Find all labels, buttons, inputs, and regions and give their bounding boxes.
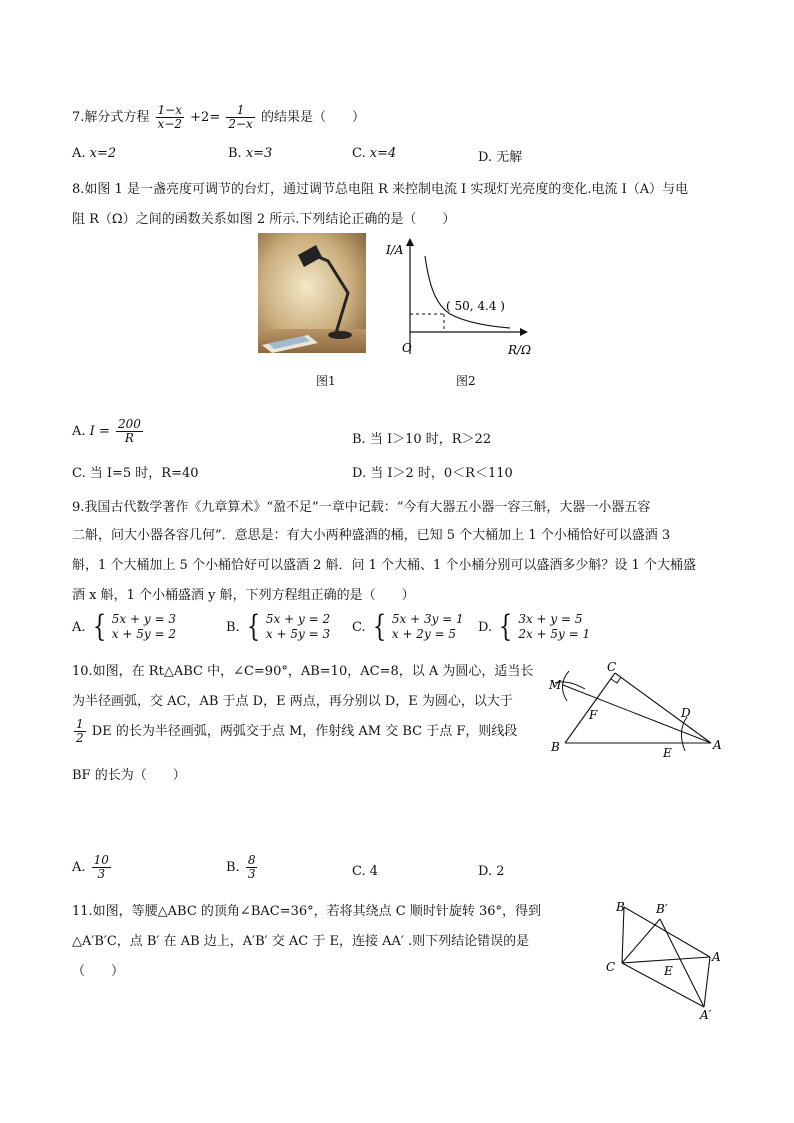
q10-option-a[interactable]	[72, 854, 113, 881]
option-text: x=3	[245, 146, 273, 161]
q10-line3-text: DE 的长为半径画弧，两弧交于点 M，作射线 AM 交 BC 于点 F，则线段	[91, 724, 518, 739]
q7-frac1-num: 1−x	[157, 103, 183, 117]
label-b: B	[551, 740, 560, 754]
figure2-caption: 图2	[456, 374, 476, 388]
y-axis-label: I/A	[386, 243, 404, 257]
option-label: A.	[72, 860, 86, 875]
q9-option-d[interactable]: D. { 3x + y = 5 2x + 5y = 1	[478, 609, 591, 644]
q7-frac1-den: x−2	[157, 117, 183, 131]
frac-den: R	[124, 431, 134, 445]
q10-option-b[interactable]	[226, 854, 259, 881]
x-axis-label: R/Ω	[508, 343, 532, 357]
equation-2: x + 2y = 5	[391, 627, 457, 641]
option-label: C.	[352, 864, 366, 879]
q7-fraction-1	[156, 104, 184, 131]
q8-stem-line1: 8.如图 1 是一盏亮度可调节的台灯，通过调节总电阻 R 来控制电流 I 实现灯光亮度的变化.电流 I（A）与电	[72, 182, 689, 197]
segment-ca	[615, 673, 711, 743]
segment-aa2	[704, 957, 710, 1007]
equation-2: x + 5y = 2	[111, 627, 176, 641]
option-label: A.	[72, 146, 86, 161]
label-b-prime: B′	[656, 902, 668, 916]
option-label: B.	[226, 619, 240, 635]
q8-option-b[interactable]: B. 当 I＞10 时，R＞22	[352, 432, 492, 447]
label-c: C	[607, 660, 617, 674]
frac-num: 1	[76, 717, 84, 731]
label-e: E	[663, 746, 672, 760]
segment-cb2	[622, 919, 660, 963]
q9-stem-line3: 斛，1 个大桶加上 5 个小桶恰好可以盛酒 2 斛．问 1 个大桶、1 个小桶分别可以盛酒多少斛？设 1 个大桶盛	[72, 558, 696, 573]
inverse-curve	[425, 256, 510, 328]
option-label: C.	[352, 619, 366, 635]
segment-ca	[622, 957, 710, 963]
q10-stem-line2: 为半径画弧，交 AC，AB 于点 D，E 两点，再分别以 D，E 为圆心，以大于	[72, 694, 513, 709]
option-text: 无解	[496, 150, 523, 165]
q11-stem-line1: 11.如图，等腰△ABC 的顶角∠BAC=36°，若将其绕点 C 顺时针旋转 36°，得到	[72, 904, 542, 919]
q9-stem-line1: 9.我国古代数学著作《九章算术》“盈不足”一章中记载：“今有大器五小器一容三斛，大器一小器五容	[72, 500, 651, 515]
q9-stem-line4: 酒 x 斛，1 个小桶盛酒 y 斛，下列方程组正确的是（ ）	[72, 588, 415, 603]
lamp-photo	[258, 233, 366, 353]
option-label: C.	[352, 146, 366, 161]
q10-stem-line3	[72, 718, 517, 745]
option-lhs: I =	[89, 424, 110, 439]
label-a-prime: A′	[700, 1008, 712, 1020]
equation-2: 2x + 5y = 1	[518, 627, 591, 641]
q10-option-b-fraction	[246, 854, 258, 881]
frac-num: 10	[93, 853, 109, 867]
segment-ca2	[622, 963, 704, 1007]
q8-option-c[interactable]: C. 当 I=5 时，R=40	[72, 466, 199, 481]
segment-bc	[622, 907, 624, 963]
point-label: ( 50, 4.4 )	[446, 299, 505, 313]
frac-den: 2	[76, 731, 84, 745]
q7-frac2-num: 1	[226, 104, 254, 118]
option-label: D.	[478, 864, 493, 879]
label-m: M	[549, 678, 562, 692]
q10-option-a-fraction	[92, 854, 111, 881]
q10-triangle-figure	[545, 655, 730, 765]
q7-stem	[72, 104, 365, 131]
q7-mid: +2=	[190, 110, 221, 125]
frac-den: 3	[247, 867, 256, 881]
q8-option-a[interactable]	[72, 418, 145, 445]
option-label: B.	[226, 860, 240, 875]
frac-num: 200	[117, 417, 141, 431]
q7-option-a[interactable]	[72, 146, 116, 161]
option-label: A.	[72, 424, 86, 439]
option-text: 4	[369, 864, 379, 879]
current-resistance-graph	[380, 232, 540, 360]
q7-fraction-2	[226, 104, 254, 131]
segment-a2b2	[660, 919, 704, 1007]
equation-1: 3x + y = 5	[518, 612, 583, 626]
q8-option-a-fraction	[116, 418, 143, 445]
q10-option-d[interactable]	[478, 864, 505, 879]
q9-option-c[interactable]: C. { 5x + 3y = 1 x + 2y = 5	[352, 609, 464, 644]
q8-stem-line2: 阻 R（Ω）之间的函数关系如图 2 所示.下列结论正确的是（ ）	[72, 212, 456, 227]
option-label: A.	[72, 619, 86, 635]
q10-stem-line1: 10.如图，在 Rt△ABC 中，∠C=90°，AB=10，AC=8，以 A 为圆心，适当长	[72, 664, 534, 679]
label-a: A	[713, 738, 722, 752]
label-c: C	[606, 960, 616, 974]
option-label: B.	[228, 146, 242, 161]
equation-1: 5x + y = 3	[111, 612, 176, 626]
option-label: D.	[478, 619, 493, 635]
q10-stem-line4: BF 的长为（ ）	[72, 768, 186, 783]
equation-2: x + 5y = 3	[265, 627, 331, 641]
q10-half-fraction	[74, 718, 86, 745]
q7-option-d[interactable]	[478, 146, 522, 165]
label-e: E	[664, 964, 673, 978]
label-f: F	[589, 708, 598, 722]
option-text: x=4	[369, 146, 397, 161]
q7-option-c[interactable]	[352, 146, 396, 161]
q9-option-a[interactable]: A. { 5x + y = 3 x + 5y = 2	[72, 609, 176, 644]
option-text: x=2	[89, 146, 117, 161]
equation-1: 5x + 3y = 1	[391, 612, 464, 626]
q11-stem-line3: （ ）	[72, 964, 125, 979]
q11-stem-line2: △A′B′C，点 B′ 在 AB 边上，A′B′ 交 AC 于 E，连接 AA′ .则下列结论错误的是	[72, 934, 530, 949]
label-a: A	[712, 950, 721, 964]
figure1-caption: 图1	[316, 374, 336, 388]
x-axis-arrow	[520, 328, 528, 336]
q9-option-b[interactable]: B. { 5x + y = 2 x + 5y = 3	[226, 609, 331, 644]
q11-rotation-figure	[600, 895, 730, 1020]
label-b: B	[616, 900, 625, 914]
q7-frac2-den: 2−x	[228, 117, 253, 131]
origin-label: O	[402, 341, 412, 355]
label-d: D	[681, 706, 691, 720]
frac-num: 8	[247, 853, 256, 867]
q8-option-d[interactable]: D. 当 I＞2 时，0＜R＜110	[352, 466, 513, 481]
y-axis-arrow	[406, 238, 414, 246]
option-label: D.	[478, 150, 493, 165]
q10-option-c[interactable]	[352, 864, 378, 879]
q7-prefix: 7.解分式方程	[72, 110, 150, 125]
equation-1: 5x + y = 2	[265, 612, 331, 626]
frac-den: 3	[97, 867, 106, 881]
option-text: 2	[496, 864, 505, 879]
q7-suffix: 的结果是（ ）	[260, 110, 365, 125]
q9-stem-line2: 二斛，问大小器各容几何”．意思是：有大小两种盛酒的桶，已知 5 个大桶加上 1 个小桶恰好可以盛酒 3	[72, 528, 671, 543]
right-angle-mark	[611, 677, 621, 683]
q7-option-b[interactable]	[228, 146, 272, 161]
